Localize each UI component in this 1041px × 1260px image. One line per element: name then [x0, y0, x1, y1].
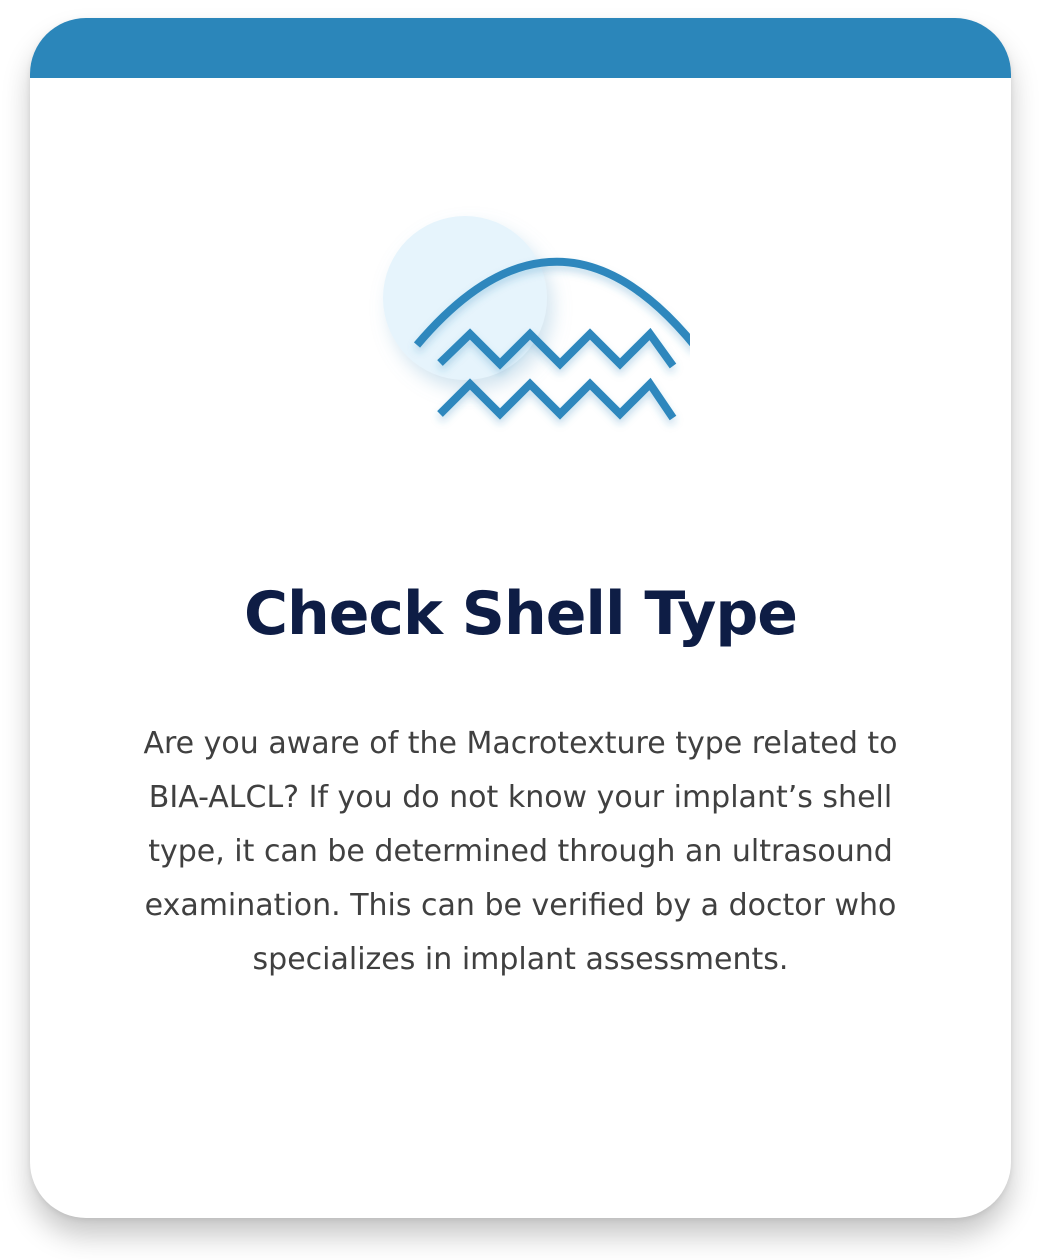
- info-card: [30, 18, 1011, 1218]
- card-description: Are you aware of the Macrotexture type related to BIA-ALCL? If you do not know your implant’s shell type, it can be determined through an ultrasound examination. This can be verified by a doctor who specializes in implant assessments.: [143, 726, 898, 977]
- card-title: Check Shell Type: [243, 579, 797, 650]
- card-header-bar: [30, 18, 1011, 78]
- implant-shell-texture-icon: [350, 193, 690, 438]
